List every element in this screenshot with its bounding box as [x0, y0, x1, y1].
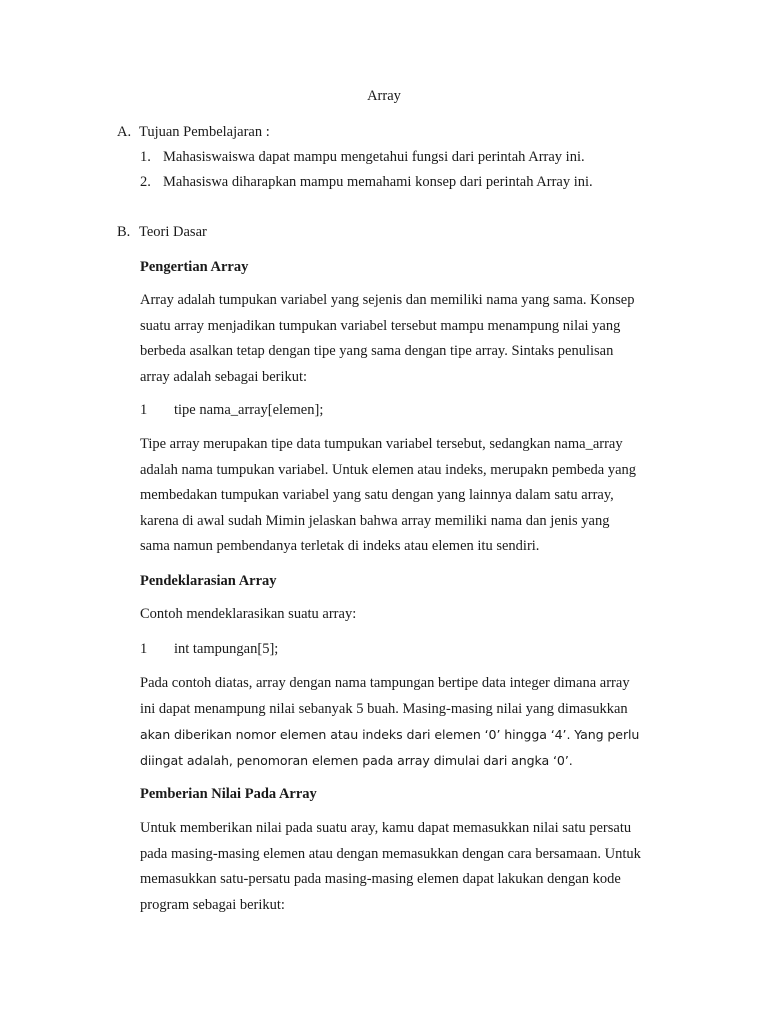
code-text: tipe nama_array[elemen];: [174, 402, 324, 418]
paragraph-line: Array adalah tumpukan variabel yang sejenis dan memiliki nama yang sama. Konsep: [140, 292, 635, 308]
paragraph-line: memasukkan satu-persatu pada masing-masing elemen dapat lakukan dengan kode: [140, 871, 621, 888]
paragraph-line: akan diberikan nomor elemen atau indeks dari elemen ‘0’ hingga ‘4’. Yang perlu: [140, 727, 640, 743]
code-line-declaration: [140, 641, 278, 658]
paragraph-line: program sebagai berikut:: [140, 896, 285, 913]
paragraph-pendeklarasian-intro: Contoh mendeklarasikan suatu array:: [140, 606, 357, 622]
section-a-heading: [117, 124, 270, 141]
paragraph-pemberian: [140, 816, 680, 918]
document-title: Array: [367, 88, 401, 104]
section-b-letter: B.: [117, 224, 131, 240]
paragraph-line: suatu array menjadikan tumpukan variabel tersebut mampu menampung nilai yang: [140, 317, 621, 334]
list-number: 2.: [140, 174, 151, 190]
list-number: 1.: [140, 149, 151, 165]
objective-item-2: [140, 174, 593, 191]
paragraph-line: array adalah sebagai berikut:: [140, 368, 308, 385]
objective-item-1: [140, 149, 585, 166]
section-a-label: Tujuan Pembelajaran :: [139, 124, 270, 140]
paragraph-line: membedakan tumpukan variabel yang satu dengan yang lainnya dalam satu array,: [140, 487, 614, 504]
code-line-syntax: [140, 402, 323, 419]
paragraph-pengertian-2: [140, 432, 680, 560]
list-text: Mahasiswaiswa dapat mampu mengetahui fungsi dari perintah Array ini.: [163, 149, 585, 165]
section-b-label: Teori Dasar: [139, 224, 207, 240]
paragraph-line: ini dapat menampung nilai sebanyak 5 buah. Masing-masing nilai yang dimasukkan: [140, 700, 628, 717]
code-line-number: 1: [140, 402, 148, 418]
heading-pendeklarasian: Pendeklarasian Array: [140, 573, 277, 589]
paragraph-line: berbeda asalkan tetap dengan tipe yang sama dengan tipe array. Sintaks penulisan: [140, 343, 614, 360]
paragraph-line: pada masing-masing elemen atau dengan memasukkan dengan cara bersamaan. Untuk: [140, 845, 641, 862]
paragraph-pendeklarasian: [140, 671, 680, 773]
paragraph-line: Tipe array merupakan tipe data tumpukan variabel tersebut, sedangkan nama_array: [140, 436, 623, 452]
section-b-heading: [117, 224, 207, 241]
paragraph-line: Pada contoh diatas, array dengan nama tampungan bertipe data integer dimana array: [140, 675, 630, 691]
paragraph-line: adalah nama tumpukan variabel. Untuk elemen atau indeks, merupakn pembeda yang: [140, 461, 637, 478]
paragraph-line: diingat adalah, penomoran elemen pada array dimulai dari angka ‘0’.: [140, 752, 573, 768]
paragraph-line: sama namun pembendanya terletak di indeks atau elemen itu sendiri.: [140, 538, 540, 555]
heading-pemberian: Pemberian Nilai Pada Array: [140, 786, 317, 802]
list-text: Mahasiswa diharapkan mampu memahami konsep dari perintah Array ini.: [163, 174, 593, 190]
code-text: int tampungan[5];: [174, 641, 279, 657]
paragraph-line: Untuk memberikan nilai pada suatu aray, kamu dapat memasukkan nilai satu persatu: [140, 820, 632, 836]
code-line-number: 1: [140, 641, 148, 657]
heading-pengertian: Pengertian Array: [140, 259, 249, 275]
paragraph-pengertian-1: [140, 288, 680, 390]
section-a-letter: A.: [117, 124, 132, 140]
paragraph-line: karena di awal sudah Mimin jelaskan bahwa array memiliki nama dan jenis yang: [140, 512, 610, 529]
